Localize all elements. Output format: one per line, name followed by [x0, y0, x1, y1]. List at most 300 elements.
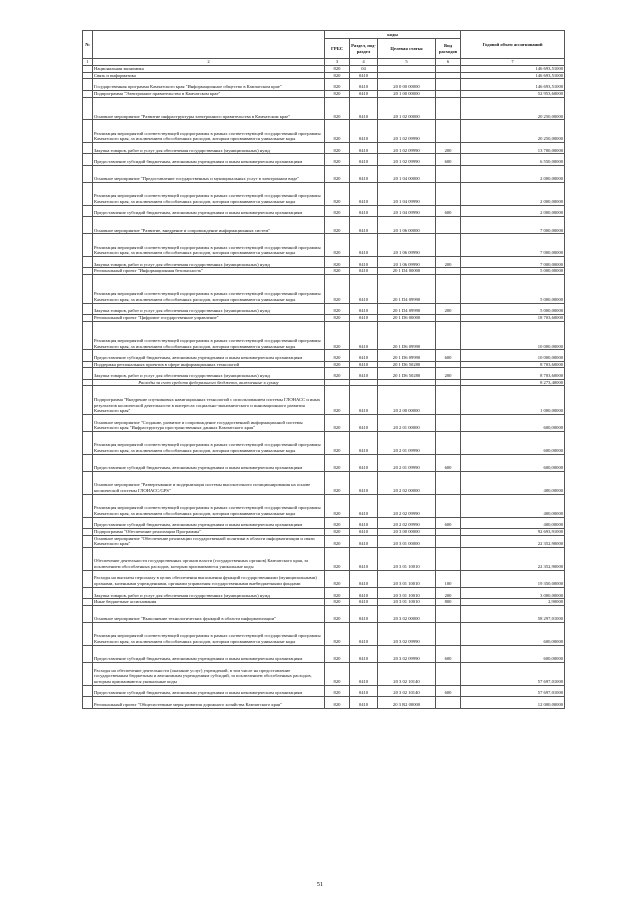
row-number-cell [83, 432, 93, 455]
row-name-cell: Реализация мероприятий соответствующей подпрограммы в рамках соответствующей государственной программы Камчатского края, за исключением обособленных расходов, которым присваиваются уникальные коды [93, 494, 325, 517]
table-row [83, 379, 565, 386]
row-name-cell: Региональный проект "Информационная безопасность" [93, 268, 325, 275]
table-row [83, 662, 565, 685]
row-target-article-cell: 20 1 06 09990 [378, 234, 436, 257]
row-sum-cell: 400,00000 [461, 517, 565, 528]
row-sum-cell: 57 697,01000 [461, 685, 565, 696]
row-grbs-cell: 820 [325, 361, 350, 368]
row-target-article-cell: 20 1 02 00000 [378, 97, 436, 120]
row-grbs-cell: 820 [325, 205, 350, 216]
row-grbs-cell: 820 [325, 72, 350, 79]
row-grbs-cell: 820 [325, 120, 350, 143]
row-number-cell [83, 90, 93, 97]
row-expense-type-cell: 600 [436, 350, 461, 361]
table-body [83, 66, 565, 709]
row-target-article-cell: 20 1 D6 09990 [378, 321, 436, 350]
row-target-article-cell: 20 3 01 10010 [378, 587, 436, 598]
row-target-article-cell: 20 1 D4 00000 [378, 268, 436, 275]
row-target-article-cell: 20 1 06 00000 [378, 217, 436, 234]
row-target-article-cell: 20 3 02 00000 [378, 605, 436, 622]
column-numbers-row [83, 59, 565, 66]
row-grbs-cell: 820 [325, 182, 350, 205]
row-expense-type-cell: 600 [436, 517, 461, 528]
row-section-cell: 0410 [350, 494, 378, 517]
row-name-cell: Закупка товаров, работ и услуг для обеспечения государственных (муниципальных) нужд [93, 257, 325, 268]
row-grbs-cell: 820 [325, 257, 350, 268]
row-expense-type-cell [436, 234, 461, 257]
row-sum-cell: 57 697,01000 [461, 662, 565, 685]
row-target-article-cell: 20 0 00 00000 [378, 79, 436, 90]
row-expense-type-cell [436, 386, 461, 415]
table-row [83, 386, 565, 415]
row-section-cell: 0410 [350, 268, 378, 275]
row-number-cell [83, 535, 93, 547]
row-section-cell: 0410 [350, 315, 378, 322]
row-grbs-cell: 820 [325, 517, 350, 528]
row-target-article-cell: 20 3 R2 00000 [378, 697, 436, 708]
row-sum-cell: 146 693,51000 [461, 79, 565, 90]
row-sum-cell: 600,00000 [461, 623, 565, 646]
row-expense-type-cell [436, 379, 461, 386]
row-grbs-cell: 820 [325, 66, 350, 73]
row-expense-type-cell [436, 414, 461, 431]
row-section-cell: 0410 [350, 535, 378, 547]
row-number-cell [83, 154, 93, 165]
table-row [83, 79, 565, 90]
row-name-cell: Основное мероприятие "Предоставление государственных и муниципальных услуг в электронном виде" [93, 165, 325, 182]
row-name-cell: Национальная экономика [93, 66, 325, 73]
row-section-cell: 0410 [350, 154, 378, 165]
row-sum-cell: 5 000,00000 [461, 303, 565, 314]
table-row [83, 97, 565, 120]
row-number-cell [83, 72, 93, 79]
header-name [93, 31, 325, 59]
row-name-cell: Реализация мероприятий соответствующей подпрограммы в рамках соответствующей государственной программы Камчатского края, за исключением обособленных расходов, которым присваиваются уникальные коды [93, 432, 325, 455]
row-number-cell [83, 570, 93, 587]
row-name-cell: Основное мероприятие "Выполнение технологических функций в области информатизации" [93, 605, 325, 622]
row-sum-cell: 22 352,90000 [461, 548, 565, 571]
row-target-article-cell: 20 2 02 00000 [378, 471, 436, 494]
row-section-cell: 0410 [350, 386, 378, 415]
row-expense-type-cell [436, 494, 461, 517]
row-section-cell: 0410 [350, 350, 378, 361]
column-number: 7 [461, 59, 565, 66]
row-section-cell: 0410 [350, 517, 378, 528]
row-target-article-cell: 20 1 D6 09990 [378, 350, 436, 361]
row-number-cell [83, 97, 93, 120]
row-grbs-cell: 820 [325, 697, 350, 708]
row-section-cell: 0410 [350, 79, 378, 90]
row-name-cell: Предоставление субсидий бюджетным, автономным учреждениям и иным некоммерческим организациям [93, 454, 325, 471]
row-section-cell: 0410 [350, 257, 378, 268]
row-name-cell: Подпрограмма "Внедрение спутниковых навигационных технологий с использованием системы ГЛОНАСС и иных результатов космической деятельности в интересах социально-экономического и инновационного развития Камчатского края" [93, 386, 325, 415]
row-number-cell [83, 368, 93, 379]
header-codes: коды [325, 31, 461, 39]
row-grbs-cell: 820 [325, 143, 350, 154]
row-section-cell [350, 379, 378, 386]
row-section-cell: 0410 [350, 143, 378, 154]
row-target-article-cell: 20 1 D6 50280 [378, 368, 436, 379]
row-number-cell [83, 379, 93, 386]
table-row [83, 368, 565, 379]
row-expense-type-cell: 600 [436, 645, 461, 662]
row-target-article-cell: 20 1 04 09990 [378, 182, 436, 205]
row-sum-cell: 8 273,40000 [461, 379, 565, 386]
row-number-cell [83, 685, 93, 696]
row-section-cell: 0410 [350, 321, 378, 350]
row-grbs-cell: 820 [325, 79, 350, 90]
table-row [83, 66, 565, 73]
row-grbs-cell: 820 [325, 386, 350, 415]
row-number-cell [83, 697, 93, 708]
row-target-article-cell: 20 1 04 00000 [378, 165, 436, 182]
row-section-cell: 0410 [350, 528, 378, 535]
row-name-cell: Реализация мероприятий соответствующей подпрограммы в рамках соответствующей государственной программы Камчатского края, за исключением обособленных расходов, которым присваиваются уникальные коды [93, 275, 325, 304]
row-section-cell: 0410 [350, 97, 378, 120]
row-section-cell: 0410 [350, 205, 378, 216]
table-row [83, 234, 565, 257]
row-expense-type-cell: 800 [436, 599, 461, 606]
row-grbs-cell: 820 [325, 454, 350, 471]
row-target-article-cell: 20 2 01 00000 [378, 414, 436, 431]
row-grbs-cell: 820 [325, 234, 350, 257]
row-section-cell: 0410 [350, 548, 378, 571]
row-expense-type-cell [436, 528, 461, 535]
row-target-article-cell: 20 1 06 09990 [378, 257, 436, 268]
row-name-cell: Основное мероприятие "Развитие инфраструктуры электронного правительства в Камчатском крае" [93, 97, 325, 120]
row-name-cell: Закупка товаров, работ и услуг для обеспечения государственных (муниципальных) нужд [93, 587, 325, 598]
row-sum-cell: 7 000,00000 [461, 217, 565, 234]
row-sum-cell: 2 000,00000 [461, 165, 565, 182]
table-row [83, 454, 565, 471]
row-number-cell [83, 143, 93, 154]
table-row [83, 432, 565, 455]
row-target-article-cell: 20 1 02 09990 [378, 120, 436, 143]
row-name-cell: Подпрограмма "Обеспечение реализации Программы" [93, 528, 325, 535]
table-row [83, 548, 565, 571]
row-target-article-cell: 20 3 02 09990 [378, 623, 436, 646]
column-number: 2 [93, 59, 325, 66]
row-target-article-cell: 20 1 D6 50280 [378, 361, 436, 368]
table-row [83, 217, 565, 234]
row-section-cell: 0410 [350, 72, 378, 79]
row-grbs-cell: 820 [325, 471, 350, 494]
row-sum-cell: 400,00000 [461, 494, 565, 517]
row-sum-cell: 400,00000 [461, 471, 565, 494]
row-section-cell: 0410 [350, 432, 378, 455]
row-expense-type-cell: 200 [436, 143, 461, 154]
row-number-cell [83, 315, 93, 322]
row-number-cell [83, 234, 93, 257]
table-row [83, 570, 565, 587]
row-grbs-cell: 820 [325, 645, 350, 662]
table-row [83, 645, 565, 662]
column-number: 3 [325, 59, 350, 66]
row-expense-type-cell [436, 275, 461, 304]
row-number-cell [83, 66, 93, 73]
row-target-article-cell: 20 2 00 00000 [378, 386, 436, 415]
row-sum-cell: 5 000,00000 [461, 268, 565, 275]
row-section-cell: 0410 [350, 454, 378, 471]
row-grbs-cell: 820 [325, 432, 350, 455]
budget-document [82, 30, 564, 709]
row-number-cell [83, 454, 93, 471]
table-row [83, 517, 565, 528]
row-number-cell [83, 321, 93, 350]
row-name-cell: Поддержка региональных проектов в сфере информационных технологий [93, 361, 325, 368]
row-target-article-cell: 20 2 01 09990 [378, 454, 436, 471]
row-section-cell: 0410 [350, 599, 378, 606]
row-target-article-cell: 20 3 02 10140 [378, 662, 436, 685]
row-grbs-cell: 820 [325, 605, 350, 622]
row-expense-type-cell [436, 66, 461, 73]
row-name-cell: Основное мероприятие "Обеспечение реализации государственной политики в области информатизации и связи Камчатского края" [93, 535, 325, 547]
table-row [83, 275, 565, 304]
row-section-cell: 0410 [350, 414, 378, 431]
row-expense-type-cell: 200 [436, 368, 461, 379]
row-expense-type-cell: 600 [436, 454, 461, 471]
row-expense-type-cell [436, 315, 461, 322]
table-row [83, 182, 565, 205]
row-name-cell: Реализация мероприятий соответствующей подпрограммы в рамках соответствующей государственной программы Камчатского края, за исключением обособленных расходов, которым присваиваются уникальные коды [93, 120, 325, 143]
row-target-article-cell: 20 1 00 00000 [378, 90, 436, 97]
table-row [83, 321, 565, 350]
row-grbs-cell: 820 [325, 535, 350, 547]
row-number-cell [83, 645, 93, 662]
row-number-cell [83, 414, 93, 431]
table-row [83, 268, 565, 275]
row-section-cell: 0410 [350, 303, 378, 314]
row-target-article-cell: 20 3 01 10010 [378, 570, 436, 587]
table-row [83, 361, 565, 368]
row-sum-cell: 146 693,51000 [461, 66, 565, 73]
row-target-article-cell: 20 1 02 09990 [378, 143, 436, 154]
header-target-article: Целевая статья [378, 39, 436, 59]
row-expense-type-cell [436, 361, 461, 368]
row-name-cell: Основное мероприятие "Развертывание и модернизация системы высокоточного позиционирования на основе космической системы ГЛОНАСС/GPS" [93, 471, 325, 494]
table-row [83, 205, 565, 216]
row-expense-type-cell: 200 [436, 303, 461, 314]
row-number-cell [83, 528, 93, 535]
row-expense-type-cell [436, 120, 461, 143]
table-row [83, 587, 565, 598]
row-name-cell: Закупка товаров, работ и услуг для обеспечения государственных (муниципальных) нужд [93, 303, 325, 314]
row-sum-cell: 2,90000 [461, 599, 565, 606]
row-name-cell: Подпрограмма "Электронное правительство в Камчатском крае" [93, 90, 325, 97]
row-section-cell: 0410 [350, 587, 378, 598]
row-grbs-cell: 820 [325, 268, 350, 275]
row-expense-type-cell [436, 697, 461, 708]
row-number-cell [83, 165, 93, 182]
row-name-cell: Закупка товаров, работ и услуг для обеспечения государственных (муниципальных) нужд [93, 368, 325, 379]
row-number-cell [83, 548, 93, 571]
row-expense-type-cell [436, 217, 461, 234]
row-number-cell [83, 605, 93, 622]
row-grbs-cell: 820 [325, 414, 350, 431]
row-expense-type-cell [436, 432, 461, 455]
header-section: Раздел, под-раздел [350, 39, 378, 59]
row-sum-cell: 7 000,00000 [461, 257, 565, 268]
table-row [83, 90, 565, 97]
row-expense-type-cell [436, 165, 461, 182]
row-sum-cell: 600,00000 [461, 432, 565, 455]
row-target-article-cell: 20 2 02 09990 [378, 494, 436, 517]
row-section-cell: 0410 [350, 234, 378, 257]
row-target-article-cell: 20 3 00 00000 [378, 528, 436, 535]
row-expense-type-cell [436, 90, 461, 97]
row-name-cell: Расходы за счет средств федерального бюджета, включенные в сумму [93, 379, 325, 386]
row-name-cell: Предоставление субсидий бюджетным, автономным учреждениям и иным некоммерческим организациям [93, 350, 325, 361]
table-row [83, 315, 565, 322]
row-number-cell [83, 386, 93, 415]
row-section-cell: 0410 [350, 471, 378, 494]
row-number-cell [83, 587, 93, 598]
table-row [83, 257, 565, 268]
row-name-cell: Реализация мероприятий соответствующей подпрограммы в рамках соответствующей государственной программы Камчатского края, за исключением обособленных расходов, которым присваиваются уникальные коды [93, 623, 325, 646]
row-section-cell: 0410 [350, 697, 378, 708]
table-row [83, 143, 565, 154]
table-row [83, 605, 565, 622]
row-number-cell [83, 217, 93, 234]
row-section-cell: 04 [350, 66, 378, 73]
row-name-cell: Предоставление субсидий бюджетным, автономным учреждениям и иным некоммерческим организациям [93, 685, 325, 696]
row-sum-cell: 20 250,00000 [461, 120, 565, 143]
row-grbs-cell: 820 [325, 321, 350, 350]
row-expense-type-cell [436, 471, 461, 494]
row-section-cell: 0410 [350, 662, 378, 685]
row-section-cell: 0410 [350, 685, 378, 696]
row-sum-cell: 13 700,00000 [461, 143, 565, 154]
row-number-cell [83, 623, 93, 646]
row-sum-cell: 3 000,00000 [461, 587, 565, 598]
row-grbs-cell: 820 [325, 494, 350, 517]
row-target-article-cell: 20 2 02 09990 [378, 517, 436, 528]
row-section-cell: 0410 [350, 623, 378, 646]
table-row [83, 120, 565, 143]
row-sum-cell: 19 350,00000 [461, 570, 565, 587]
row-expense-type-cell: 200 [436, 257, 461, 268]
row-expense-type-cell [436, 662, 461, 685]
row-grbs-cell: 820 [325, 599, 350, 606]
row-expense-type-cell [436, 79, 461, 90]
row-number-cell [83, 275, 93, 304]
row-grbs-cell: 820 [325, 217, 350, 234]
table-row [83, 494, 565, 517]
row-section-cell: 0410 [350, 570, 378, 587]
row-section-cell: 0410 [350, 361, 378, 368]
row-grbs-cell: 820 [325, 165, 350, 182]
table-row [83, 154, 565, 165]
row-expense-type-cell [436, 548, 461, 571]
row-name-cell: Реализация мероприятий соответствующей подпрограммы в рамках соответствующей государственной программы Камчатского края, за исключением обособленных расходов, которым присваиваются уникальные коды [93, 234, 325, 257]
row-sum-cell: 10 000,00000 [461, 350, 565, 361]
row-expense-type-cell [436, 182, 461, 205]
row-expense-type-cell [436, 97, 461, 120]
row-expense-type-cell [436, 535, 461, 547]
row-name-cell: Предоставление субсидий бюджетным, автономным учреждениям и иным некоммерческим организациям [93, 645, 325, 662]
row-target-article-cell: 20 1 02 09990 [378, 154, 436, 165]
row-expense-type-cell [436, 321, 461, 350]
row-target-article-cell: 20 3 01 00000 [378, 535, 436, 547]
row-expense-type-cell: 200 [436, 587, 461, 598]
row-section-cell: 0410 [350, 368, 378, 379]
row-grbs-cell: 820 [325, 548, 350, 571]
table-row [83, 535, 565, 547]
row-section-cell: 0410 [350, 90, 378, 97]
row-sum-cell: 6 550,00000 [461, 154, 565, 165]
table-row [83, 599, 565, 606]
row-sum-cell: 7 000,00000 [461, 234, 565, 257]
row-name-cell: Основное мероприятие "Создание, развитие и сопровождение государственной информационной системы Камчатского края "Инфраструктура пространственных данных Камчатского края" [93, 414, 325, 431]
row-number-cell [83, 662, 93, 685]
column-number: 5 [378, 59, 436, 66]
row-number-cell [83, 182, 93, 205]
row-grbs-cell: 820 [325, 315, 350, 322]
row-target-article-cell: 20 1 04 09990 [378, 205, 436, 216]
row-expense-type-cell [436, 268, 461, 275]
row-expense-type-cell [436, 623, 461, 646]
row-name-cell: Основное мероприятие "Развитие, внедрение и сопровождение информационных систем" [93, 217, 325, 234]
row-number-cell [83, 350, 93, 361]
row-sum-cell: 1 000,00000 [461, 386, 565, 415]
row-target-article-cell: 20 3 01 10010 [378, 548, 436, 571]
row-sum-cell: 600,00000 [461, 454, 565, 471]
row-expense-type-cell [436, 605, 461, 622]
row-grbs-cell: 820 [325, 570, 350, 587]
header-number: № [83, 31, 93, 59]
row-target-article-cell: 20 1 D6 00000 [378, 315, 436, 322]
row-section-cell: 0410 [350, 165, 378, 182]
row-sum-cell: 20 250,00000 [461, 97, 565, 120]
table-row [83, 697, 565, 708]
row-grbs-cell: 820 [325, 154, 350, 165]
row-target-article-cell [378, 379, 436, 386]
row-target-article-cell [378, 66, 436, 73]
row-target-article-cell: 20 3 01 10010 [378, 599, 436, 606]
row-name-cell: Связь и информатика [93, 72, 325, 79]
table-row [83, 685, 565, 696]
table-row [83, 303, 565, 314]
row-grbs-cell: 820 [325, 97, 350, 120]
column-number: 4 [350, 59, 378, 66]
header-expense-type: Вид расходов [436, 39, 461, 59]
row-sum-cell: 10 000,00000 [461, 321, 565, 350]
row-number-cell [83, 303, 93, 314]
row-grbs-cell: 820 [325, 528, 350, 535]
row-target-article-cell: 20 1 D4 09990 [378, 303, 436, 314]
header-grbs: ГРБС [325, 39, 350, 59]
row-sum-cell: 146 693,51000 [461, 72, 565, 79]
row-number-cell [83, 205, 93, 216]
row-sum-cell: 8 703,60000 [461, 368, 565, 379]
table-row [83, 72, 565, 79]
row-sum-cell: 2 000,00000 [461, 205, 565, 216]
row-target-article-cell: 20 2 01 09990 [378, 432, 436, 455]
row-name-cell: Региональный проект "Общесистемные меры развития дорожного хозяйства Камчатского края" [93, 697, 325, 708]
row-sum-cell: 58 297,01000 [461, 605, 565, 622]
row-sum-cell: 52 953,60000 [461, 90, 565, 97]
row-name-cell: Расходы на выплаты персоналу в целях обеспечения выполнения функций государственными (муниципальными) органами, казенными учреждениями, органами управления государственными внебюджетными фондами [93, 570, 325, 587]
row-target-article-cell: 20 3 02 10140 [378, 685, 436, 696]
row-number-cell [83, 361, 93, 368]
header-annual-sum: Годовой объем ассигнований [461, 31, 565, 59]
table-row [83, 350, 565, 361]
row-expense-type-cell [436, 72, 461, 79]
row-name-cell: Государственная программа Камчатского края "Информационное общество в Камчатском крае" [93, 79, 325, 90]
row-number-cell [83, 494, 93, 517]
table-row [83, 528, 565, 535]
row-grbs-cell: 820 [325, 662, 350, 685]
